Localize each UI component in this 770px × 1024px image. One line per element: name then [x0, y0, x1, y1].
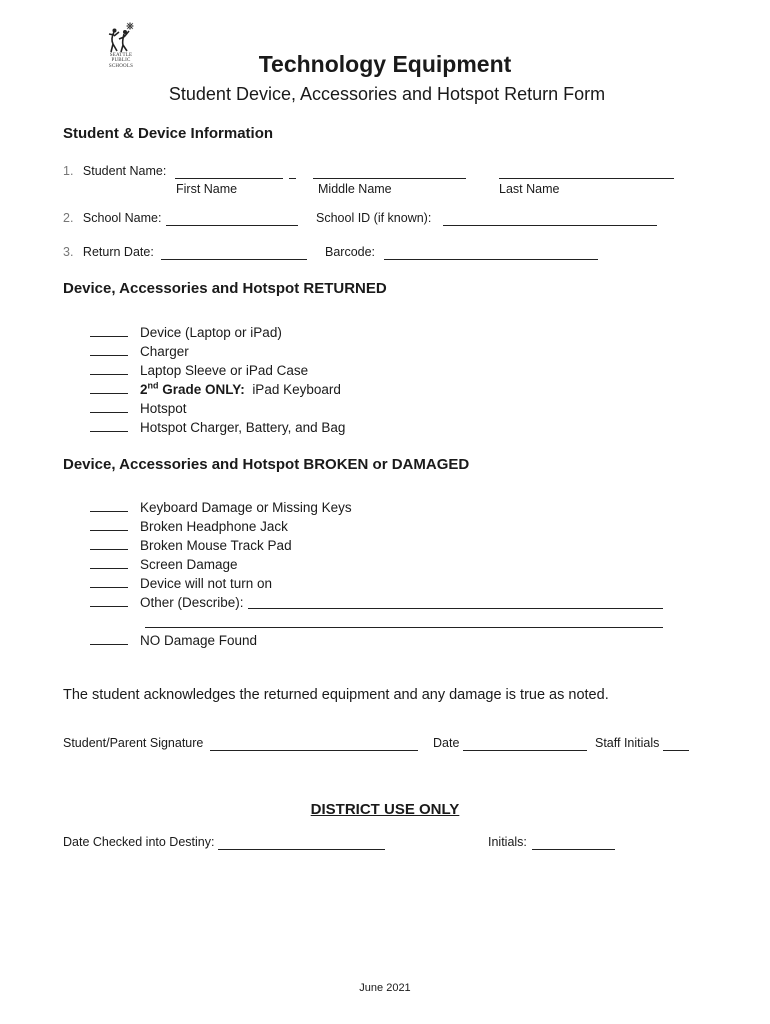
return-date-field[interactable]: [161, 259, 307, 260]
return-date-row: [63, 245, 154, 259]
damage-item: [90, 536, 292, 553]
district-initials-label: Initials:: [488, 835, 527, 849]
returned-item-label: Hotspot: [140, 401, 187, 416]
district-use-heading: DISTRICT USE ONLY: [310, 801, 460, 818]
last-name-field[interactable]: [499, 178, 674, 179]
barcode-label: Barcode:: [325, 245, 376, 259]
date-field[interactable]: [463, 750, 587, 751]
damage-item: [90, 498, 352, 515]
other-describe-field[interactable]: [248, 608, 663, 609]
school-id-label: School ID (if known):: [316, 211, 432, 225]
barcode-field[interactable]: [384, 259, 598, 260]
returned-item-label: iPad Keyboard: [252, 382, 341, 397]
row-number: 3.: [63, 245, 74, 259]
damage-item-label: Other (Describe):: [140, 595, 244, 610]
signature-label: Student/Parent Signature: [63, 736, 204, 750]
logo-text-line: SCHOOLS: [108, 63, 134, 69]
page-subtitle: Student Device, Accessories and Hotspot Return Form: [168, 84, 606, 104]
check-blank[interactable]: [90, 555, 128, 569]
school-name-label: School Name:: [82, 211, 162, 225]
check-blank[interactable]: [90, 593, 128, 607]
row-number: 2.: [63, 211, 74, 225]
row-number: 1.: [63, 164, 74, 178]
check-blank[interactable]: [90, 631, 128, 645]
returned-item: [90, 323, 282, 340]
school-name-row: [63, 211, 161, 225]
student-name-row: [63, 164, 166, 178]
district-initials-field[interactable]: [532, 849, 615, 850]
check-blank[interactable]: [90, 323, 128, 337]
date-label: Date: [433, 736, 460, 750]
returned-item-label: Charger: [140, 344, 189, 359]
destiny-date-field[interactable]: [218, 849, 385, 850]
footer-date: June 2021: [359, 982, 411, 994]
check-blank[interactable]: [90, 361, 128, 375]
section-heading-student-info: Student & Device Information: [63, 125, 274, 142]
destiny-date-label: Date Checked into Destiny:: [63, 835, 215, 849]
returned-item: [90, 342, 189, 359]
middle-name-field[interactable]: [313, 178, 466, 179]
name-separator-line: [289, 178, 296, 179]
returned-item: [90, 361, 308, 378]
signature-field[interactable]: [210, 750, 418, 751]
check-blank[interactable]: [90, 380, 128, 394]
return-date-label: Return Date:: [82, 245, 154, 259]
student-name-label: Student Name:: [82, 164, 167, 178]
damage-item: [90, 574, 272, 591]
returned-item-label: Laptop Sleeve or iPad Case: [140, 363, 309, 378]
other-describe-field-line2[interactable]: [145, 627, 663, 628]
check-blank[interactable]: [90, 498, 128, 512]
check-blank[interactable]: [90, 574, 128, 588]
no-damage-label: NO Damage Found: [140, 633, 258, 648]
returned-item: [90, 399, 187, 416]
page-title: Technology Equipment: [258, 51, 512, 77]
returned-item: [90, 418, 345, 435]
logo-text-line: SEATTLE: [109, 53, 133, 58]
middle-name-caption: Middle Name: [318, 182, 392, 196]
check-blank[interactable]: [90, 342, 128, 356]
staff-initials-label: Staff Initials: [595, 736, 660, 750]
damage-item: [90, 517, 288, 534]
school-name-field[interactable]: [166, 225, 298, 226]
grade-only-note: 2nd Grade ONLY:: [140, 380, 245, 397]
damage-item-label: Device will not turn on: [140, 576, 273, 591]
check-blank[interactable]: [90, 536, 128, 550]
damage-item-label: Screen Damage: [140, 557, 238, 572]
no-damage-item: [90, 631, 257, 648]
logo-figures-icon: [104, 22, 138, 54]
section-heading-returned: Device, Accessories and Hotspot RETURNED: [63, 280, 387, 297]
logo-text-line: PUBLIC: [111, 58, 131, 64]
returned-item: [90, 380, 341, 397]
section-heading-damaged: Device, Accessories and Hotspot BROKEN or DAMAGED: [63, 456, 470, 473]
staff-initials-field[interactable]: [663, 750, 689, 751]
returned-item-label: Device (Laptop or iPad): [140, 325, 282, 340]
check-blank[interactable]: [90, 517, 128, 531]
damage-item: [90, 555, 238, 572]
damage-item-label: Broken Headphone Jack: [140, 519, 288, 534]
damage-item-label: Broken Mouse Track Pad: [140, 538, 292, 553]
first-name-field[interactable]: [175, 178, 283, 179]
acknowledgement-text: The student acknowledges the returned equipment and any damage is true as noted.: [63, 687, 609, 703]
damage-item-label: Keyboard Damage or Missing Keys: [140, 500, 352, 515]
school-id-field[interactable]: [443, 225, 657, 226]
damage-item: [90, 593, 244, 610]
check-blank[interactable]: [90, 399, 128, 413]
check-blank[interactable]: [90, 418, 128, 432]
first-name-caption: First Name: [176, 182, 238, 196]
returned-item-label: Hotspot Charger, Battery, and Bag: [140, 420, 346, 435]
last-name-caption: Last Name: [499, 182, 560, 196]
